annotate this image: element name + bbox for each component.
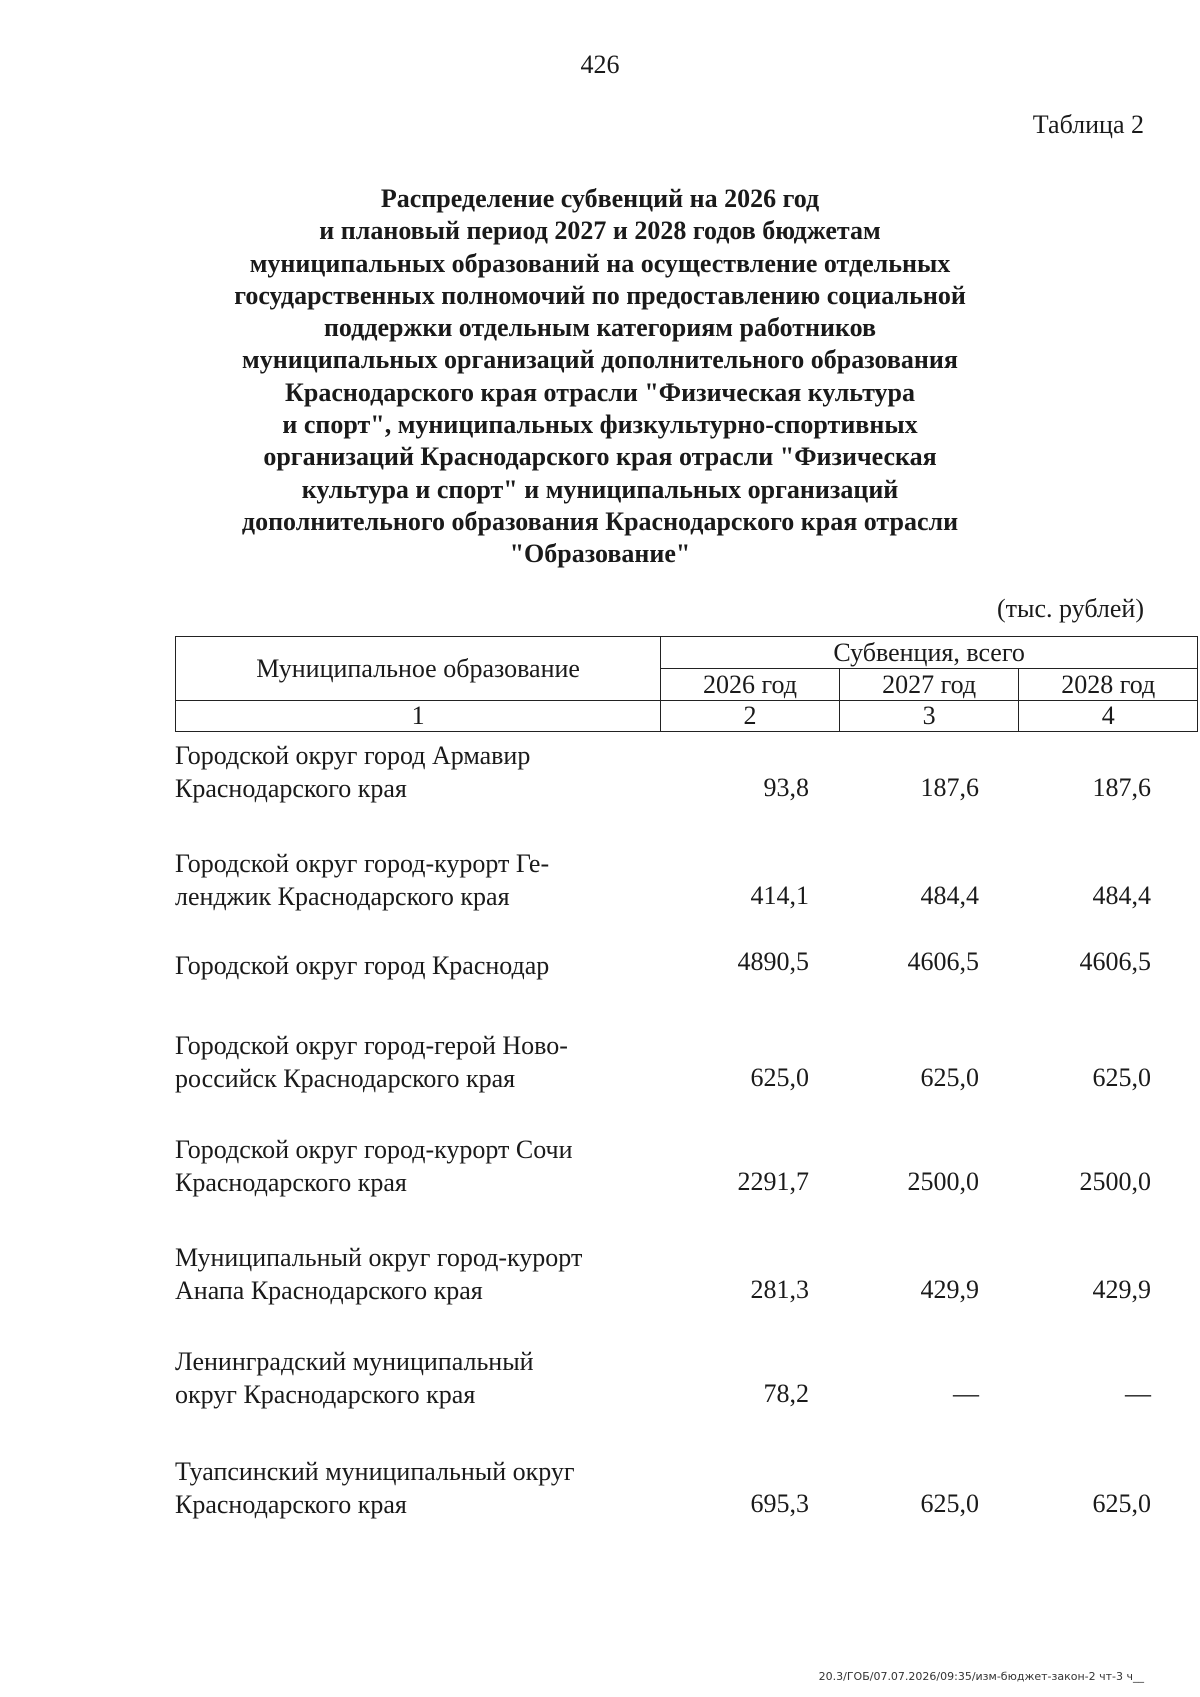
- value-2028: 625,0: [1092, 1489, 1151, 1518]
- value-2028: 4606,5: [1079, 947, 1151, 976]
- document-title: Распределение субвенций на 2026 год и плановый период 2027 и 2028 годов бюджетам муниципальных образований на осуществление отдельных государственных полномочий по предоставлению социальной поддержки отдельным категориям работников муниципальных организаций дополнительного образования Краснодарского края отрасли "Физическая культура и спорт", муниципальных физкультурно-спортивных организаций Краснодарского края отрасли "Физическая культура и спорт" и муниципальных организаций дополнительного образования Краснодарского края отрасли "Образование": [234, 184, 966, 569]
- value-2026: 4890,5: [737, 947, 809, 976]
- value-2026: 625,0: [750, 1063, 809, 1092]
- header-subvention-total: Субвенция, всего: [661, 637, 1198, 669]
- municipality-name: Ленинградский муниципальный округ Краснодарского края: [175, 1347, 534, 1409]
- value-2026: 414,1: [750, 881, 809, 910]
- value-2028: 625,0: [1092, 1063, 1151, 1092]
- header-year-2026: 2026 год: [661, 669, 840, 701]
- value-2026: 78,2: [763, 1379, 809, 1408]
- header-municipality: Муниципальное образование: [176, 637, 661, 701]
- value-2026: 2291,7: [737, 1167, 809, 1196]
- municipality-name: Городской округ город Краснодар: [175, 951, 550, 980]
- value-2027: 429,9: [920, 1275, 979, 1304]
- page-number: 426: [580, 50, 620, 79]
- value-2028: 2500,0: [1079, 1167, 1151, 1196]
- municipality-name: Городской округ город-курорт Ге- ленджик Краснодарского края: [175, 849, 550, 911]
- value-2026: 281,3: [750, 1275, 809, 1304]
- column-number-3: 3: [839, 701, 1019, 732]
- column-number-1: 1: [176, 701, 661, 732]
- header-year-2027: 2027 год: [839, 669, 1019, 701]
- municipality-name: Туапсинский муниципальный округ Краснодарского края: [175, 1457, 575, 1519]
- municipality-name: Муниципальный округ город-курорт Анапа Краснодарского края: [175, 1243, 583, 1305]
- municipality-name: Городской округ город-герой Ново- российск Краснодарского края: [175, 1031, 568, 1093]
- value-2027: —: [953, 1379, 979, 1408]
- column-number-4: 4: [1019, 701, 1198, 732]
- value-2028: 429,9: [1092, 1275, 1151, 1304]
- value-2026: 695,3: [750, 1489, 809, 1518]
- header-year-2028: 2028 год: [1019, 669, 1198, 701]
- document-footer-code: 20.3/ГОБ/07.07.2026/09:35/изм-бюджет-закон-2 чт-3 ч__: [818, 1670, 1144, 1683]
- value-2027: 187,6: [920, 773, 979, 802]
- value-2027: 2500,0: [907, 1167, 979, 1196]
- value-2028: 484,4: [1092, 881, 1151, 910]
- table-label: Таблица 2: [1032, 110, 1144, 139]
- municipality-name: Городской округ город-курорт Сочи Краснодарского края: [175, 1135, 573, 1197]
- value-2028: —: [1125, 1379, 1151, 1408]
- units-label: (тыс. рублей): [996, 594, 1144, 623]
- column-number-2: 2: [661, 701, 840, 732]
- value-2027: 625,0: [920, 1489, 979, 1518]
- value-2027: 4606,5: [907, 947, 979, 976]
- value-2028: 187,6: [1092, 773, 1151, 802]
- table-header: [175, 636, 1198, 732]
- value-2027: 484,4: [920, 881, 979, 910]
- value-2026: 93,8: [763, 773, 809, 802]
- value-2027: 625,0: [920, 1063, 979, 1092]
- municipality-name: Городской округ город Армавир Краснодарского края: [175, 741, 531, 803]
